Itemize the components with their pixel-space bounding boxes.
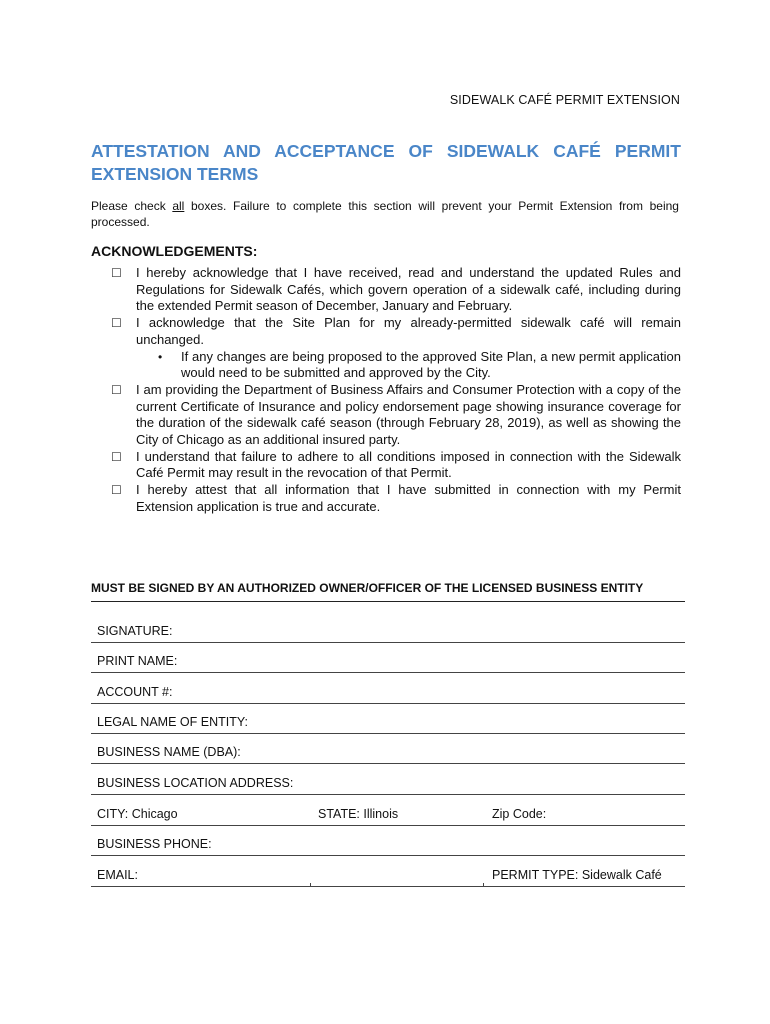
acknowledgement-item	[91, 382, 681, 449]
acknowledgements-list	[91, 265, 681, 516]
field-divider	[483, 883, 484, 887]
account-field[interactable]	[91, 683, 685, 704]
bullet-icon: •	[158, 349, 163, 364]
email-label: EMAIL:	[97, 868, 138, 882]
location-address-label: BUSINESS LOCATION ADDRESS:	[97, 776, 294, 790]
acknowledgement-item	[91, 449, 681, 482]
document-title: ATTESTATION AND ACCEPTANCE OF SIDEWALK CAFÉ PERMIT EXTENSION TERMS	[91, 141, 681, 184]
acknowledgement-item	[91, 265, 681, 315]
signature-label: SIGNATURE:	[97, 624, 173, 638]
running-header: SIDEWALK CAFÉ PERMIT EXTENSION	[449, 93, 680, 107]
checkbox-icon[interactable]: ☐	[111, 449, 122, 464]
instructions-underlined: all	[172, 199, 185, 213]
acknowledgement-subitem	[136, 349, 681, 382]
print-name-label: PRINT NAME:	[97, 654, 178, 668]
checkbox-icon[interactable]: ☐	[111, 266, 122, 280]
acknowledgement-text: I acknowledge that the Site Plan for my already-permitted sidewalk café will remain unchanged.	[136, 315, 681, 347]
acknowledgement-text: I am providing the Department of Business Affairs and Consumer Protection with a copy of the current Certificate of Insurance and policy endorsement page showing insurance coverage for the duration of the sidewalk café season (through February 28, 2019), as well as showing the City of Chicago as an additional insured party.	[136, 381, 681, 448]
signature-heading: MUST BE SIGNED BY AN AUTHORIZED OWNER/OFFICER OF THE LICENSED BUSINESS ENTITY	[91, 581, 685, 602]
checkbox-icon[interactable]: ☐	[111, 316, 122, 331]
acknowledgement-text: I hereby acknowledge that I have received, read and understand the updated Rules and Regulations for Sidewalk Cafés, which govern operation of a sidewalk café, including during the extended Permit season of December, January and February.	[136, 265, 681, 314]
print-name-field[interactable]	[91, 652, 685, 673]
business-name-label: BUSINESS NAME (DBA):	[97, 745, 241, 759]
instructions-after: boxes. Failure to complete this section will prevent your Permit Extension from being processed.	[91, 199, 679, 229]
acknowledgements-heading: ACKNOWLEDGEMENTS:	[91, 243, 258, 259]
city-state-zip-row[interactable]	[91, 805, 685, 826]
business-phone-field[interactable]	[91, 835, 685, 856]
state-label: STATE: Illinois	[318, 807, 399, 821]
account-label: ACCOUNT #:	[97, 685, 173, 699]
instructions	[91, 198, 679, 230]
acknowledgement-text: I understand that failure to adhere to all conditions imposed in connection with the Sidewalk Café Permit may result in the revocation of that Permit.	[136, 448, 681, 481]
acknowledgement-text: I hereby attest that all information that I have submitted in connection with my Permit Extension application is true and accurate.	[136, 482, 681, 514]
legal-name-field[interactable]	[91, 713, 685, 734]
acknowledgement-item	[91, 482, 681, 515]
zip-label: Zip Code:	[492, 807, 547, 821]
checkbox-icon[interactable]: ☐	[111, 483, 122, 498]
location-address-field[interactable]	[91, 774, 685, 795]
permit-type-label: PERMIT TYPE: Sidewalk Café	[492, 868, 662, 882]
checkbox-icon[interactable]: ☐	[111, 382, 122, 397]
business-phone-label: BUSINESS PHONE:	[97, 837, 212, 851]
business-name-field[interactable]	[91, 743, 685, 764]
signature-field[interactable]	[91, 622, 685, 643]
legal-name-label: LEGAL NAME OF ENTITY:	[97, 715, 248, 729]
acknowledgement-subtext: If any changes are being proposed to the approved Site Plan, a new permit application would need to be submitted and approved by the City.	[181, 348, 681, 381]
acknowledgement-item	[91, 315, 681, 382]
instructions-before: Please check	[91, 199, 173, 213]
field-divider	[310, 883, 311, 887]
city-label: CITY: Chicago	[97, 807, 178, 821]
email-permit-row[interactable]	[91, 866, 685, 887]
